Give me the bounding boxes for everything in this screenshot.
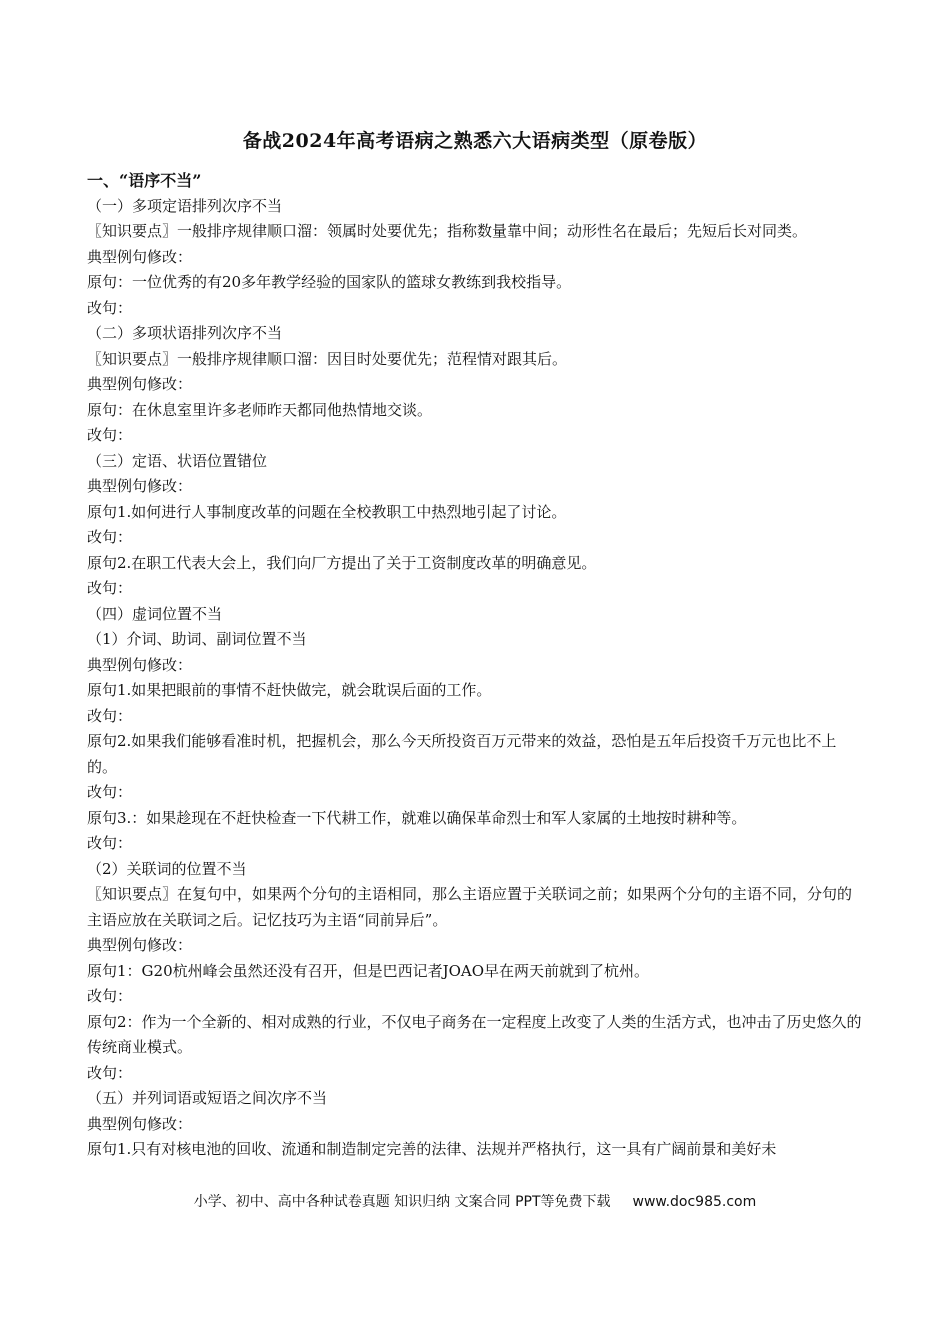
text-line: 原句1.如何进行人事制度改革的问题在全校教职工中热烈地引起了讨论。	[87, 502, 567, 521]
text-line: 原句1：G20杭州峰会虽然还没有召开，但是巴西记者JOAO早在两天前就到了杭州。	[87, 961, 650, 980]
footer-text: 小学、初中、高中各种试卷真题 知识归纳 文案合同 PPT等免费下载	[193, 1194, 611, 1210]
text-line: （一）多项定语排列次序不当	[87, 196, 283, 215]
text-line: 典型例句修改：	[87, 1114, 193, 1133]
text-line: 典型例句修改：	[87, 247, 193, 266]
text-line: （四）虚词位置不当	[87, 604, 223, 623]
text-line: 改句：	[87, 1063, 133, 1082]
text-line: 典型例句修改：	[87, 655, 193, 674]
footer-site-link[interactable]: www.doc985.com	[632, 1194, 757, 1210]
text-line: （2）关联词的位置不当	[87, 859, 247, 878]
text-line: 原句：一位优秀的有20多年教学经验的国家队的篮球女教练到我校指导。	[87, 273, 572, 291]
text-line: （1）介词、助词、副词位置不当	[87, 630, 307, 648]
text-line: （二）多项状语排列次序不当	[87, 324, 283, 342]
text-line: 原句：在休息室里许多老师昨天都同他热情地交谈。	[87, 400, 433, 419]
text-line: 原句2.如果我们能够看准时机，把握机会，那么今天所投资百万元带来的效益，恐怕是五年后投资千万元也比不上的。	[87, 732, 837, 776]
text-line: 改句：	[87, 298, 133, 317]
text-line: 改句：	[87, 834, 133, 852]
text-line: 改句：	[87, 528, 133, 546]
text-line: 改句：	[87, 706, 133, 725]
text-line: 典型例句修改：	[87, 936, 193, 954]
text-line: 原句1.只有对核电池的回收、流通和制造制定完善的法律、法规并严格执行，这一具有广阔前景和美好未	[87, 1140, 777, 1158]
text-line: 改句：	[87, 426, 133, 444]
text-line: 典型例句修改：	[87, 477, 193, 495]
document-title: 备战2024年高考语病之熟悉六大语病类型（原卷版）	[242, 130, 708, 152]
text-line: 原句2.在职工代表大会上，我们向厂方提出了关于工资制度改革的明确意见。	[87, 553, 597, 572]
text-line: 〖知识要点〗一般排序规律顺口溜：因目时处要优先；范程情对跟其后。	[87, 349, 568, 368]
text-line: 原句3.：如果趁现在不赶快检查一下代耕工作，就难以确保革命烈士和军人家属的土地按时耕种等。	[87, 808, 747, 827]
text-line: （五）并列词语或短语之间次序不当	[87, 1089, 328, 1107]
text-line: 改句：	[87, 987, 133, 1005]
page-footer	[0, 1191, 950, 1211]
text-line: 〖知识要点〗在复句中，如果两个分句的主语相同，那么主语应置于关联词之前；如果两个分句的主语不同，分句的主语应放在关联词之后。记忆技巧为主语“同前异后”。	[87, 885, 853, 929]
text-line: 改句：	[87, 579, 133, 597]
document-body	[87, 168, 865, 1163]
text-line: 原句2：作为一个全新的、相对成熟的行业，不仅电子商务在一定程度上改变了人类的生活方式，也冲击了历史悠久的传统商业模式。	[87, 1012, 862, 1056]
section-heading: 一、“语序不当”	[87, 171, 202, 190]
text-line: （三）定语、状语位置错位	[87, 451, 268, 470]
text-line: 改句：	[87, 783, 133, 801]
text-line: 〖知识要点〗一般排序规律顺口溜：领属时处要优先；指称数量靠中间；动形性名在最后；先短后长对同类。	[87, 222, 808, 240]
text-line: 典型例句修改：	[87, 375, 193, 393]
text-line: 原句1.如果把眼前的事情不赶快做完，就会耽误后面的工作。	[87, 681, 492, 699]
